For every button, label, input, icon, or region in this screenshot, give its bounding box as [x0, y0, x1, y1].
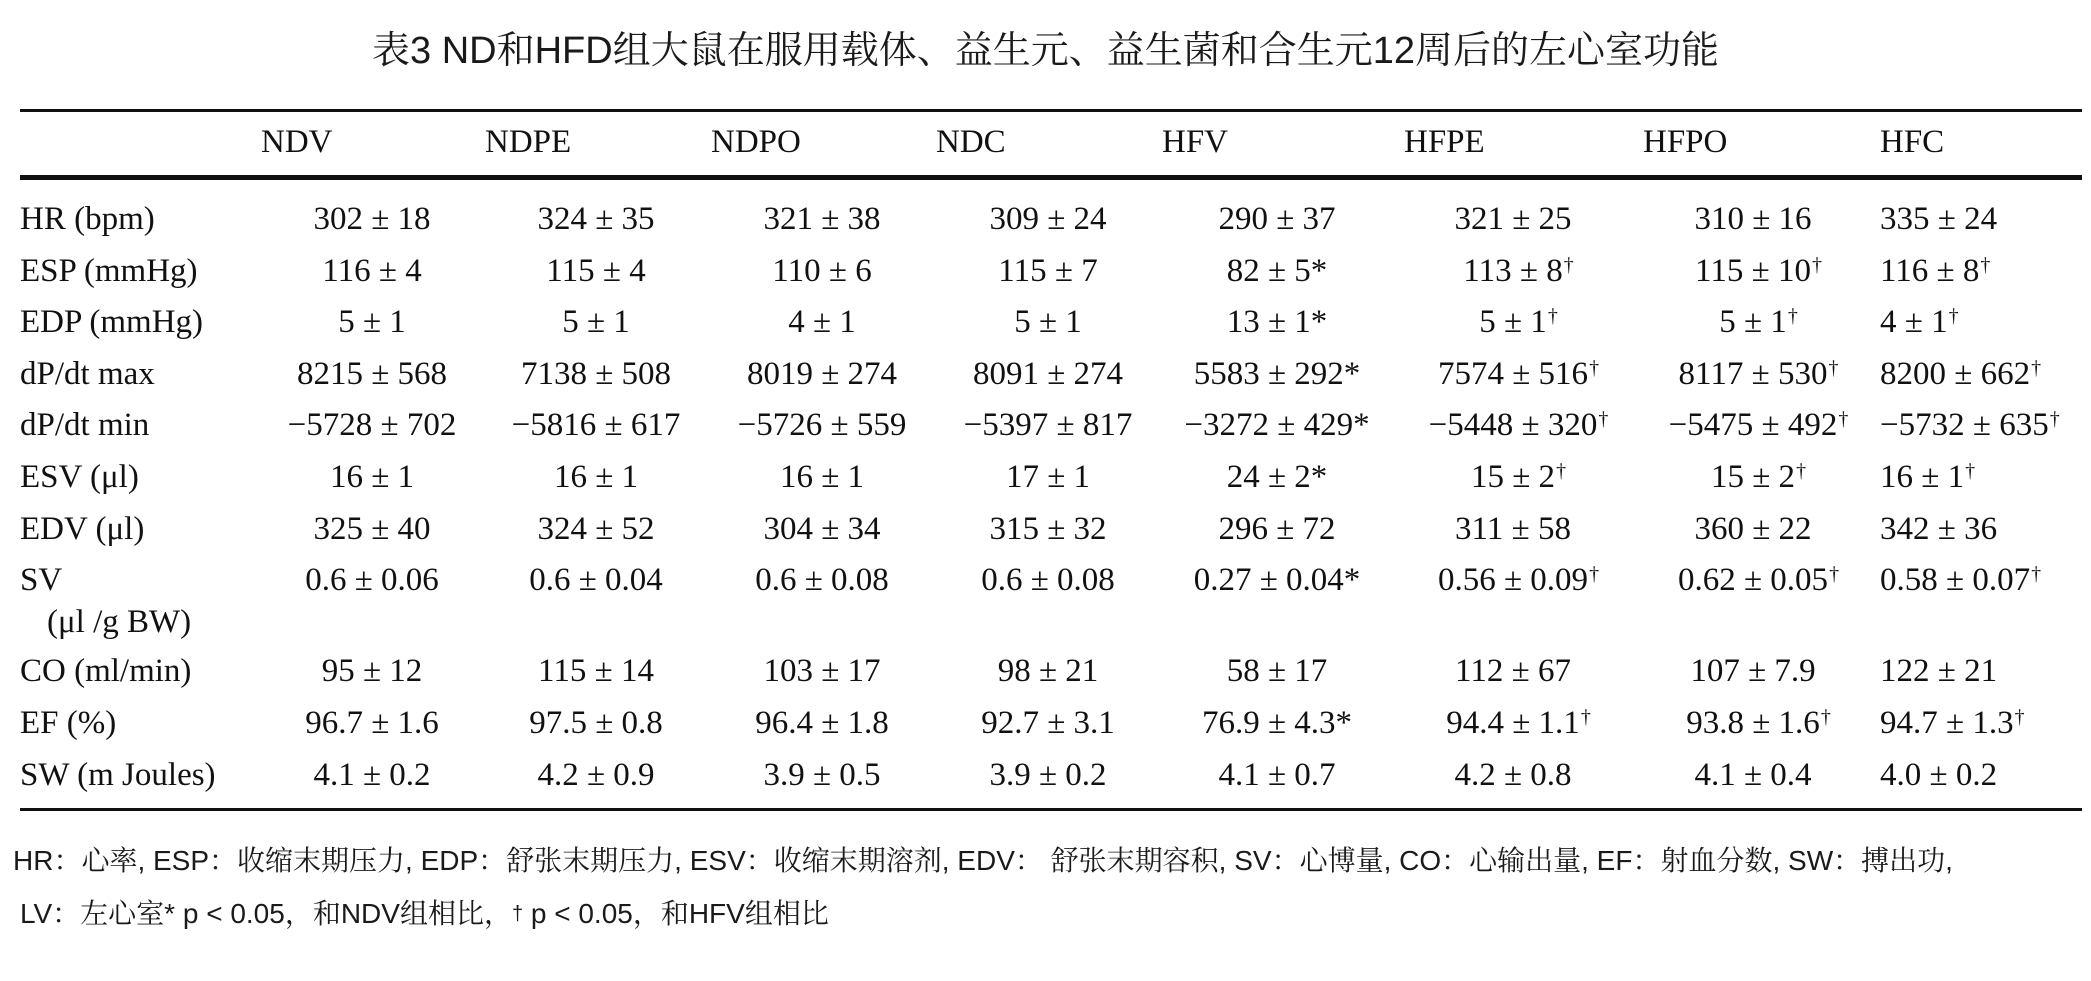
- row-label-dpdt-max: dP/dt max: [20, 356, 155, 392]
- cell-esp-hfpo: 115 ± 10 †: [1695, 253, 1822, 289]
- cell-esv-ndpo: 16 ± 1: [779, 459, 865, 495]
- cell-hr-ndpe: 324 ± 35: [537, 201, 655, 237]
- cell-esv-ndpe: 16 ± 1: [553, 459, 639, 495]
- column-header-hfc: HFC: [1880, 124, 1945, 160]
- cell-sw-hfpe: 4.2 ± 0.8: [1454, 757, 1572, 793]
- cell-co-ndpe: 115 ± 14: [538, 653, 654, 689]
- row-label-edv: EDV (μl): [20, 511, 145, 547]
- cell-dpdt-max-ndpo: 8019 ± 274: [746, 356, 898, 392]
- row-label-esv: ESV (μl): [20, 459, 139, 495]
- cell-co-hfpe: 112 ± 67: [1455, 653, 1571, 689]
- dagger-mark: †: [1948, 305, 1959, 327]
- cell-esp-ndc: 115 ± 7: [998, 253, 1098, 289]
- row-label-dpdt-min: dP/dt min: [20, 407, 150, 443]
- cell-ef-hfv: 76.9 ± 4.3*: [1201, 705, 1353, 741]
- cell-sv-ndpe: 0.6 ± 0.04: [529, 562, 663, 598]
- cell-edv-ndc: 315 ± 32: [989, 511, 1107, 547]
- dagger-mark: †: [1828, 357, 1839, 379]
- cell-edv-ndv: 325 ± 40: [313, 511, 431, 547]
- cell-dpdt-max-hfv: 5583 ± 292*: [1193, 356, 1361, 392]
- dagger-mark: †: [2031, 357, 2042, 379]
- cell-dpdt-min-ndc: −5397 ± 817: [963, 407, 1133, 443]
- table-footnote-abbreviations: HR：心率, ESP：收缩末期压力, EDP：舒张末期压力, ESV：收缩末期溶剂, EDV： 舒张末期容积, SV：心博量, CO：心输出量, EF：射血分数, SW：搏出功,: [13, 845, 1953, 876]
- cell-sv-ndpo: 0.6 ± 0.08: [755, 562, 889, 598]
- dagger-mark: †: [2049, 408, 2060, 430]
- cell-dpdt-max-hfpo: 8117 ± 530 †: [1678, 356, 1839, 392]
- cell-esp-hfc: 116 ± 8 †: [1880, 253, 1991, 289]
- cell-sw-hfc: 4.0 ± 0.2: [1880, 757, 1998, 793]
- table-title: 表3 ND和HFD组大鼠在服用载体、益生元、益生菌和合生元12周后的左心室功能: [372, 30, 1719, 72]
- cell-sv-ndc: 0.6 ± 0.08: [981, 562, 1115, 598]
- cell-edv-hfpo: 360 ± 22: [1694, 511, 1812, 547]
- cell-esp-hfpe: 113 ± 8 †: [1463, 253, 1574, 289]
- cell-esv-ndv: 16 ± 1: [329, 459, 415, 495]
- cell-esp-ndpo: 110 ± 6: [772, 253, 872, 289]
- dagger-mark: †: [1838, 408, 1849, 430]
- column-header-hfv: HFV: [1162, 124, 1229, 160]
- cell-ef-ndpo: 96.4 ± 1.8: [755, 705, 889, 741]
- table-bottom-rule: [20, 808, 2082, 811]
- row-label-sw: SW (m Joules): [20, 757, 216, 793]
- cell-ef-ndv: 96.7 ± 1.6: [305, 705, 439, 741]
- column-header-hfpo: HFPO: [1643, 124, 1728, 160]
- cell-esp-hfv: 82 ± 5*: [1226, 253, 1328, 289]
- cell-dpdt-min-hfv: −3272 ± 429*: [1184, 407, 1370, 443]
- cell-sw-ndc: 3.9 ± 0.2: [989, 757, 1107, 793]
- cell-co-ndpo: 103 ± 17: [763, 653, 881, 689]
- cell-edp-ndv: 5 ± 1: [338, 304, 406, 340]
- cell-hr-hfc: 335 ± 24: [1880, 201, 1998, 237]
- dagger-mark: †: [511, 903, 524, 925]
- dagger-mark: †: [1580, 706, 1591, 728]
- dagger-mark: †: [1589, 357, 1600, 379]
- cell-sw-ndpo: 3.9 ± 0.5: [763, 757, 881, 793]
- cell-co-hfc: 122 ± 21: [1880, 653, 1998, 689]
- cell-hr-hfpe: 321 ± 25: [1454, 201, 1572, 237]
- cell-ef-hfpo: 93.8 ± 1.6 †: [1686, 705, 1831, 741]
- dagger-mark: †: [1811, 254, 1822, 276]
- cell-edv-hfc: 342 ± 36: [1880, 511, 1998, 547]
- cell-sv-hfpo: 0.62 ± 0.05 †: [1677, 562, 1840, 598]
- cell-ef-ndpe: 97.5 ± 0.8: [529, 705, 663, 741]
- cell-esv-hfv: 24 ± 2*: [1226, 459, 1328, 495]
- cell-co-ndv: 95 ± 12: [321, 653, 423, 689]
- row-label-ef: EF (%): [20, 705, 117, 741]
- dagger-mark: †: [1589, 563, 1600, 585]
- cell-edv-hfv: 296 ± 72: [1218, 511, 1336, 547]
- row-label-edp: EDP (mmHg): [20, 304, 204, 340]
- cell-sw-hfpo: 4.1 ± 0.4: [1694, 757, 1812, 793]
- column-header-hfpe: HFPE: [1404, 124, 1485, 160]
- row-label-sv-unit: (μl /g BW): [47, 604, 192, 640]
- dagger-mark: †: [1563, 254, 1574, 276]
- cell-edv-ndpo: 304 ± 34: [763, 511, 881, 547]
- cell-co-ndc: 98 ± 21: [997, 653, 1099, 689]
- cell-dpdt-max-hfpe: 7574 ± 516 †: [1437, 356, 1600, 392]
- column-header-ndpo: NDPO: [711, 124, 801, 160]
- table-footnote-significance: LV：左心室* p < 0.05，和NDV组相比，† p < 0.05，和HFV组相比: [20, 898, 829, 929]
- cell-sv-hfc: 0.58 ± 0.07 †: [1880, 562, 2042, 598]
- cell-sv-hfpe: 0.56 ± 0.09 †: [1437, 562, 1600, 598]
- cell-edp-hfc: 4 ± 1 †: [1880, 304, 1959, 340]
- column-header-ndc: NDC: [936, 124, 1006, 160]
- dagger-mark: †: [2014, 706, 2025, 728]
- cell-sv-hfv: 0.27 ± 0.04*: [1193, 562, 1361, 598]
- dagger-mark: †: [1598, 408, 1609, 430]
- cell-edv-ndpe: 324 ± 52: [537, 511, 655, 547]
- row-label-esp: ESP (mmHg): [20, 253, 198, 289]
- cell-sw-ndv: 4.1 ± 0.2: [313, 757, 431, 793]
- dagger-mark: †: [2031, 563, 2042, 585]
- cell-dpdt-min-hfpe: −5448 ± 320 †: [1428, 407, 1609, 443]
- cell-edp-hfv: 13 ± 1*: [1226, 304, 1328, 340]
- dagger-mark: †: [1547, 305, 1558, 327]
- cell-ef-hfpe: 94.4 ± 1.1 †: [1446, 705, 1591, 741]
- cell-co-hfv: 58 ± 17: [1226, 653, 1328, 689]
- cell-hr-ndpo: 321 ± 38: [763, 201, 881, 237]
- cell-hr-hfpo: 310 ± 16: [1694, 201, 1812, 237]
- cell-dpdt-min-ndpe: −5816 ± 617: [511, 407, 681, 443]
- cell-dpdt-min-ndpo: −5726 ± 559: [737, 407, 907, 443]
- cell-ef-ndc: 92.7 ± 3.1: [981, 705, 1115, 741]
- cell-edv-hfpe: 311 ± 58: [1455, 511, 1571, 547]
- cell-sw-hfv: 4.1 ± 0.7: [1218, 757, 1336, 793]
- cell-hr-ndv: 302 ± 18: [313, 201, 431, 237]
- dagger-mark: †: [1829, 563, 1840, 585]
- dagger-mark: †: [1787, 305, 1798, 327]
- cell-edp-hfpe: 5 ± 1 †: [1479, 304, 1558, 340]
- cell-esv-ndc: 17 ± 1: [1005, 459, 1091, 495]
- cell-dpdt-min-ndv: −5728 ± 702: [287, 407, 457, 443]
- column-header-ndv: NDV: [261, 124, 333, 160]
- cell-esv-hfc: 16 ± 1 †: [1880, 459, 1976, 495]
- dagger-mark: †: [1556, 460, 1567, 482]
- dagger-mark: †: [1796, 460, 1807, 482]
- cell-edp-ndc: 5 ± 1: [1014, 304, 1082, 340]
- row-label-co: CO (ml/min): [20, 653, 192, 689]
- cell-hr-hfv: 290 ± 37: [1218, 201, 1336, 237]
- cell-sv-ndv: 0.6 ± 0.06: [305, 562, 439, 598]
- table-header-rule: [20, 175, 2082, 180]
- cell-edp-ndpo: 4 ± 1: [788, 304, 856, 340]
- row-label-hr: HR (bpm): [20, 201, 155, 237]
- cell-sw-ndpe: 4.2 ± 0.9: [537, 757, 655, 793]
- column-header-ndpe: NDPE: [485, 124, 572, 160]
- cell-hr-ndc: 309 ± 24: [989, 201, 1107, 237]
- cell-esv-hfpe: 15 ± 2 †: [1470, 459, 1567, 495]
- cell-dpdt-max-ndv: 8215 ± 568: [296, 356, 448, 392]
- dagger-mark: †: [1980, 254, 1991, 276]
- cell-dpdt-min-hfc: −5732 ± 635 †: [1880, 407, 2060, 443]
- cell-dpdt-max-ndc: 8091 ± 274: [972, 356, 1124, 392]
- cell-esv-hfpo: 15 ± 2 †: [1710, 459, 1807, 495]
- cell-esp-ndv: 116 ± 4: [322, 253, 422, 289]
- cell-edp-ndpe: 5 ± 1: [562, 304, 630, 340]
- table-top-rule: [20, 109, 2082, 112]
- dagger-mark: †: [1820, 706, 1831, 728]
- cell-co-hfpo: 107 ± 7.9: [1690, 653, 1816, 689]
- cell-dpdt-min-hfpo: −5475 ± 492 †: [1668, 407, 1849, 443]
- dagger-mark: †: [1965, 460, 1976, 482]
- cell-dpdt-max-ndpe: 7138 ± 508: [520, 356, 672, 392]
- cell-ef-hfc: 94.7 ± 1.3 †: [1880, 705, 2025, 741]
- cell-edp-hfpo: 5 ± 1 †: [1719, 304, 1798, 340]
- cell-dpdt-max-hfc: 8200 ± 662 †: [1880, 356, 2042, 392]
- cell-esp-ndpe: 115 ± 4: [546, 253, 646, 289]
- row-label-sv: SV: [20, 562, 63, 598]
